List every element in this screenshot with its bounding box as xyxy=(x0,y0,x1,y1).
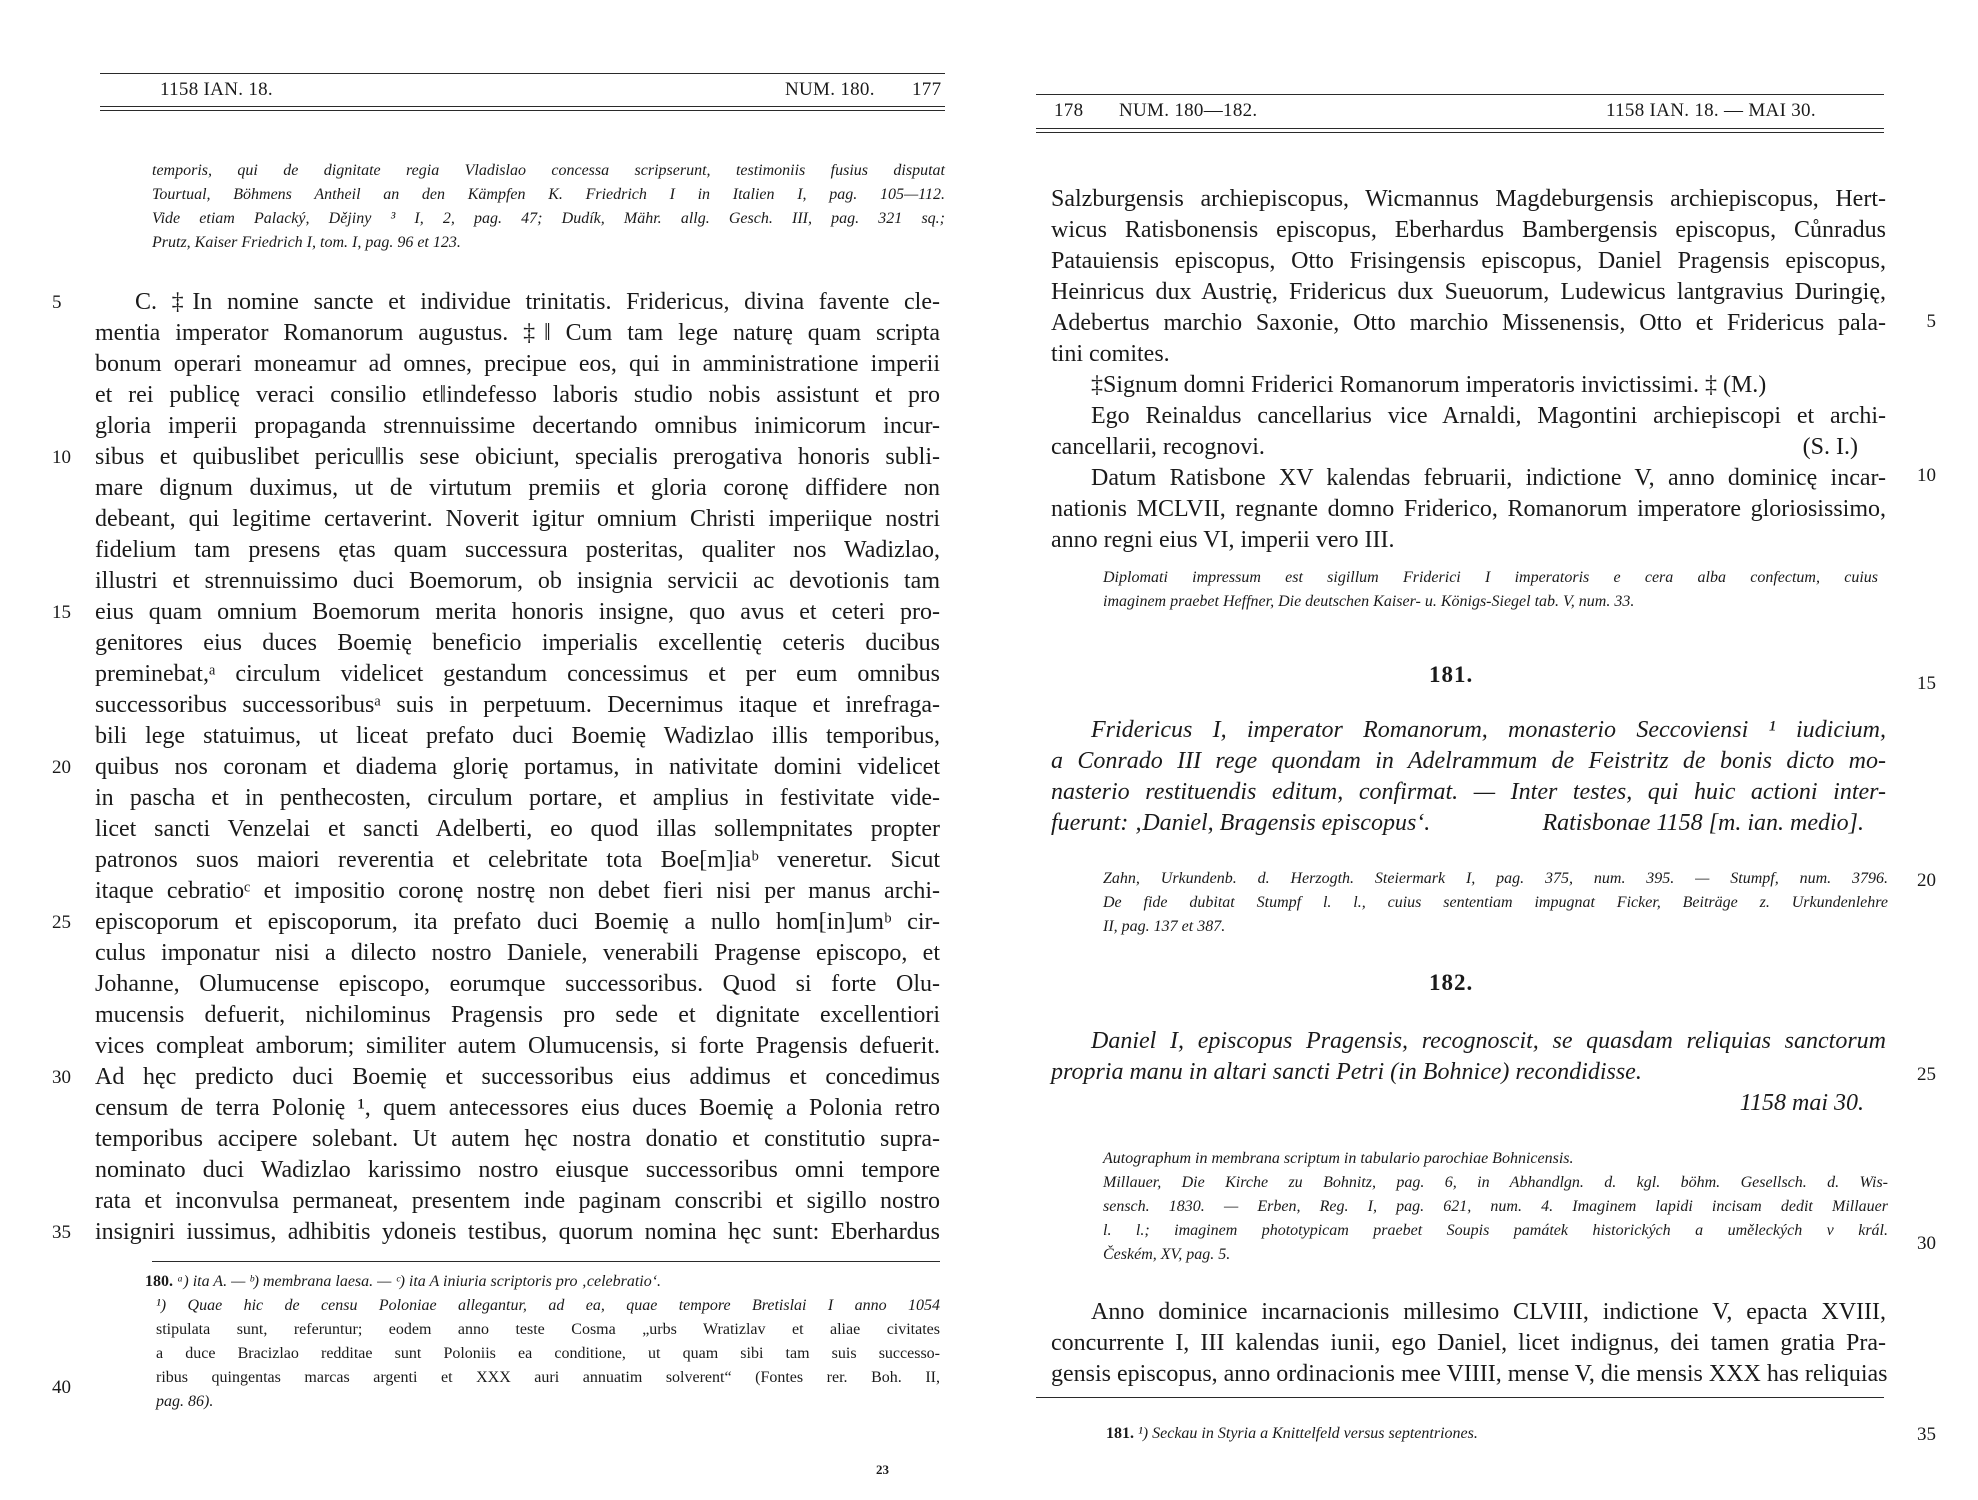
line-number: 40 xyxy=(52,1377,71,1398)
regest-line: Daniel I, episcopus Pragensis, recognoscit, se quasdam reliquias sanctorum xyxy=(1091,1028,1886,1054)
note-182 xyxy=(1103,1147,1888,1267)
footnote-label: 181. xyxy=(1106,1425,1134,1442)
body-line: Ad hęc predicto duci Boemię et successoribus eius addimus et concedimus xyxy=(95,1064,940,1090)
document-180-continuation xyxy=(1051,184,1886,556)
footnote-line xyxy=(145,1270,940,1294)
header-date: 1158 IAN. 18. xyxy=(160,79,273,100)
document-182-body xyxy=(1051,1297,1886,1390)
note-line: l. l.; imaginem phototypicam praebet Soupis památek historických a uměleckých v král. xyxy=(1103,1222,1888,1239)
note-line: temporis, qui de dignitate regia Vladislao concessa scripserunt, testimoniis fusius disputat xyxy=(152,162,945,179)
line-number: 20 xyxy=(1917,870,1936,891)
header-page-number: 177 xyxy=(912,79,942,100)
body-line: Salzburgensis archiepiscopus, Wicmannus Magdeburgensis archiepiscopus, Hert- xyxy=(1051,186,1886,212)
regest-line xyxy=(1051,808,1886,839)
body-line: insigniri iussimus, adhibitis ydoneis testibus, quorum nomina hęc sunt: Eberhardus xyxy=(95,1219,940,1245)
recognition-line xyxy=(1051,432,1886,463)
note-line: Millauer, Die Kirche zu Bohnitz, pag. 6, in Abhandlgn. d. kgl. böhm. Gesellsch. d. Wis- xyxy=(1103,1174,1888,1191)
header-page-number: 178 xyxy=(1054,100,1084,121)
chancellor-line: Ego Reinaldus cancellarius vice Arnaldi, Magontini archiepiscopi et archi- xyxy=(1091,403,1886,429)
regest-line: Fridericus I, imperator Romanorum, monasterio Seccoviensi ¹ iudicium, xyxy=(1091,717,1886,743)
body-line: Heinricus dux Austrię, Fridericus dux Sueuorum, Ludewicus lantgravius Duringię, xyxy=(1051,279,1886,305)
regest-181 xyxy=(1051,715,1886,839)
signature-mark: 23 xyxy=(876,1462,889,1477)
line-number: 35 xyxy=(1917,1424,1936,1445)
footnotes-180 xyxy=(145,1270,940,1414)
body-line: bili lege statuimus, ut liceat prefato duci Boemię Wadizlao illis temporibus, xyxy=(95,723,940,749)
header-doc-number: NUM. 180—182. xyxy=(1119,100,1258,121)
body-line: Adebertus marchio Saxonie, Otto marchio Missenensis, Otto et Fridericus pala- xyxy=(1051,310,1886,336)
document-number-182: 182. xyxy=(1429,970,1474,995)
footnote-rule xyxy=(1036,1397,1884,1398)
header-bottom-rule xyxy=(1036,128,1884,129)
document-180-body xyxy=(95,287,940,1248)
header-bottom-rule-2 xyxy=(100,110,945,111)
body-line: patronos suos maiori reverentia et celebritate tota Boe[m]iaᵇ veneretur. Sicut xyxy=(95,847,940,873)
note-line: Vide etiam Palacký, Dějiny ³ I, 2, pag. 47; Dudík, Mähr. allg. Gesch. III, pag. 321 sq.; xyxy=(152,210,945,227)
line-number: 15 xyxy=(1917,673,1936,694)
note-line: Prutz, Kaiser Friedrich I, tom. I, pag. 96 et 123. xyxy=(152,234,461,251)
header-doc-number: NUM. 180. xyxy=(785,79,875,100)
footnote-line: a duce Bracizlao redditae sunt Poloniis ea conditione, ut quam sibi tam suis successo- xyxy=(156,1345,940,1362)
body-line: Patauiensis episcopus, Otto Frisingensis episcopus, Daniel Pragensis episcopus, xyxy=(1051,248,1886,274)
body-line: Johanne, Olumucense episcopo, eorumque successoribus. Quod si forte Olu- xyxy=(95,971,940,997)
recognition-text: cancellarii, recognovi. xyxy=(1051,434,1265,460)
body-line: quibus nos coronam et diadema glorię portamus, in nativitate domini videlicet xyxy=(95,754,940,780)
header-date: 1158 IAN. 18. — MAI 30. xyxy=(1606,100,1816,121)
body-line: eius quam omnium Boemorum merita honoris insigne, quo avus et ceteri pro- xyxy=(95,599,940,625)
line-number: 25 xyxy=(52,912,71,933)
footnote-line: ribus quingentas marcas argenti et XXX auri annuatim solverent“ (Fontes rer. Boh. II, xyxy=(156,1369,940,1386)
body-line: fidelium tam presens ętas quam successura posteritas, qualiter nos Wadizlao, xyxy=(95,537,940,563)
line-number: 30 xyxy=(52,1067,71,1088)
body-line: vices compleat amborum; similiter autem Olumucensis, si forte Pragensis defuerit. xyxy=(95,1033,940,1059)
body-line: nominato duci Wadizlao karissimo nostro eiusque successoribus omni tempore xyxy=(95,1157,940,1183)
body-line: wicus Ratisbonensis episcopus, Eberhardus Bambergensis episcopus, Cůnradus xyxy=(1051,217,1886,243)
body-line: Anno dominice incarnacionis millesimo CLVIII, indictione V, epacta XVIII, xyxy=(1091,1299,1886,1325)
diplomati-note xyxy=(1103,566,1878,614)
footnote-line: ¹) Quae hic de censu Poloniae allegantur, ad ea, quae tempore Bretislai I anno 1054 xyxy=(156,1297,940,1314)
note-181 xyxy=(1103,867,1888,939)
body-line: tini comites. xyxy=(1051,341,1170,367)
body-line: mucensis defuerit, nichilominus Pragensis pro sede et dignitate excellentiori xyxy=(95,1002,940,1028)
datum-line: anno regni eius VI, imperii vero III. xyxy=(1051,527,1395,553)
body-line: sibus et quibuslibet pericu‖lis sese obiciunt, specialis prerogativa honoris subli- xyxy=(95,444,940,470)
body-line: preminebat,ᵃ circulum videlicet gestandum concessimus et per eum omnibus xyxy=(95,661,940,687)
footnote-text: ¹) Seckau in Styria a Knittelfeld versus septentriones. xyxy=(1138,1425,1478,1442)
header-bottom-rule xyxy=(100,106,945,107)
footnote-line: pag. 86). xyxy=(156,1393,214,1410)
line-number: 25 xyxy=(1917,1064,1936,1085)
body-line: episcoporum et episcoporum, ita prefato duci Boemię a nullo hom[in]umᵇ cir- xyxy=(95,909,940,935)
note-line: Zahn, Urkundenb. d. Herzogth. Steiermark I, pag. 375, num. 395. — Stumpf, num. 3796. xyxy=(1103,870,1888,887)
note-line: sensch. 1830. — Erben, Reg. I, pag. 621, num. 4. Imaginem lapidi incisam dedit Millauer xyxy=(1103,1198,1888,1215)
footnote-line: stipulata sunt, referuntur; eodem anno teste Cosma „urbs Wratizlav et aliae civitates xyxy=(156,1321,940,1338)
line-number: 35 xyxy=(52,1222,71,1243)
body-line: mare dignum duximus, ut de virtutum premiis et gloria coronę diffidere non xyxy=(95,475,940,501)
body-line: rata et inconvulsa permaneat, presentem inde paginam conscribi et sigillo nostro xyxy=(95,1188,940,1214)
header-top-rule xyxy=(100,73,945,74)
line-number: 10 xyxy=(1917,465,1936,486)
intro-note xyxy=(152,159,945,255)
line-number: 20 xyxy=(52,757,71,778)
body-line: bonum operari moneamur ad omnes, precipue eos, qui in amministratione imperii xyxy=(95,351,940,377)
note-line: II, pag. 137 et 387. xyxy=(1103,918,1226,935)
footnote-label: 180. xyxy=(145,1273,173,1290)
note-line: Tourtual, Böhmens Antheil an den Kämpfen K. Friedrich I in Italien I, pag. 105—112. xyxy=(152,186,945,203)
line-number: 15 xyxy=(52,602,71,623)
datum-line: Datum Ratisbone XV kalendas februarii, indictione V, anno dominicę incar- xyxy=(1091,465,1886,491)
body-line: debeant, qui legitime certaverint. Noverit igitur omnium Christi imperiique nostri xyxy=(95,506,940,532)
footnote-text: ᵃ) ita A. — ᵇ) membrana laesa. — ᶜ) ita A iniuria scriptoris pro ‚celebratio‘. xyxy=(177,1273,662,1290)
body-line: in pascha et in penthecosten, circulum portare, et amplius in festivitate vide- xyxy=(95,785,940,811)
header-bottom-rule-2 xyxy=(1036,132,1884,133)
body-line: gensis episcopus, anno ordinacionis mee VIIII, mense V, die mensis XXX has reliquias xyxy=(1051,1361,1888,1387)
body-line: culus imponatur nisi a dilecto nostro Daniele, venerabili Pragense episcopo, et xyxy=(95,940,940,966)
note-line: Českém, XV, pag. 5. xyxy=(1103,1246,1231,1263)
body-line: itaque cebratioᶜ et impositio coronę nostrę non debet fieri nisi per manus archi- xyxy=(95,878,940,904)
note-line: De fide dubitat Stumpf l. l., cuius sententiam impugnat Ficker, Beiträge z. Urkundenlehre xyxy=(1103,894,1888,911)
body-line: temporibus accipere solebant. Ut autem hęc nostra donatio et constitutio supra- xyxy=(95,1126,940,1152)
body-line: mentia imperator Romanorum augustus. ‡‖ Cum tam lege naturę quam scripta xyxy=(95,320,940,346)
line-number: 10 xyxy=(52,447,71,468)
note-line: Diplomati impressum est sigillum Friderici I imperatoris e cera alba confectum, cuius xyxy=(1103,569,1878,586)
header-top-rule xyxy=(1036,94,1884,95)
datum-line: nationis MCLVII, regnante domno Friderico, Romanorum imperatore gloriosissimo, xyxy=(1051,496,1886,522)
regest-line: propria manu in altari sancti Petri (in Bohnice) recondidisse. xyxy=(1051,1059,1642,1085)
body-line: gloria imperii propaganda strennuissime decertando omnibus inimicorum incur- xyxy=(95,413,940,439)
body-line: et rei publicę veraci consilio et‖indefesso laboris studio nobis assistunt et pro xyxy=(95,382,940,408)
body-line: concurrente I, III kalendas iunii, ego Daniel, licet indignus, dei tamen gratia Pra- xyxy=(1051,1330,1886,1356)
regest-text: fuerunt: ‚Daniel, Bragensis episcopus‘. xyxy=(1051,810,1431,836)
body-line: genitores eius duces Boemię beneficio imperialis excellentię ceteris ducibus xyxy=(95,630,940,656)
footnote-181 xyxy=(1106,1422,1478,1446)
body-line: C. ‡In nomine sancte et individue trinitatis. Fridericus, divina favente cle- xyxy=(135,289,940,315)
line-number: 5 xyxy=(1926,311,1936,332)
signum-line: ‡Signum domni Friderici Romanorum imperatoris invictissimi. ‡ (M.) xyxy=(1091,372,1767,398)
seal-mark: (S. I.) xyxy=(1802,434,1858,460)
document-number-181: 181. xyxy=(1429,662,1474,687)
body-line: illustri et strennuissimo duci Boemorum, ob insignia servicii ac devotionis tam xyxy=(95,568,940,594)
note-line: Autographum in membrana scriptum in tabulario parochiae Bohnicensis. xyxy=(1103,1150,1574,1167)
regest-date: 1158 mai 30. xyxy=(1739,1090,1864,1116)
line-number: 5 xyxy=(52,292,62,313)
right-page xyxy=(989,0,1978,1500)
body-line: censum de terra Polonię ¹, quem antecessores eius duces Boemię a Polonia retro xyxy=(95,1095,940,1121)
line-number: 30 xyxy=(1917,1233,1936,1254)
regest-182 xyxy=(1051,1026,1886,1119)
body-line: licet sancti Venzelai et sancti Adelberti, eo quod illas sollempnitates propter xyxy=(95,816,940,842)
note-line: imaginem praebet Heffner, Die deutschen Kaiser- u. Königs-Siegel tab. V, num. 33. xyxy=(1103,593,1635,610)
footnote-rule xyxy=(152,1261,940,1262)
regest-line: nasterio restituendis editum, confirmat. — Inter testes, qui huic actioni inter- xyxy=(1051,779,1886,805)
regest-date: Ratisbonae 1158 [m. ian. medio]. xyxy=(1542,810,1864,836)
body-line: successoribus successoribusᵃ suis in perpetuum. Decernimus itaque et inrefraga- xyxy=(95,692,940,718)
regest-line: a Conrado III rege quondam in Adelrammum de Feistritz de bonis dicto mo- xyxy=(1051,748,1886,774)
